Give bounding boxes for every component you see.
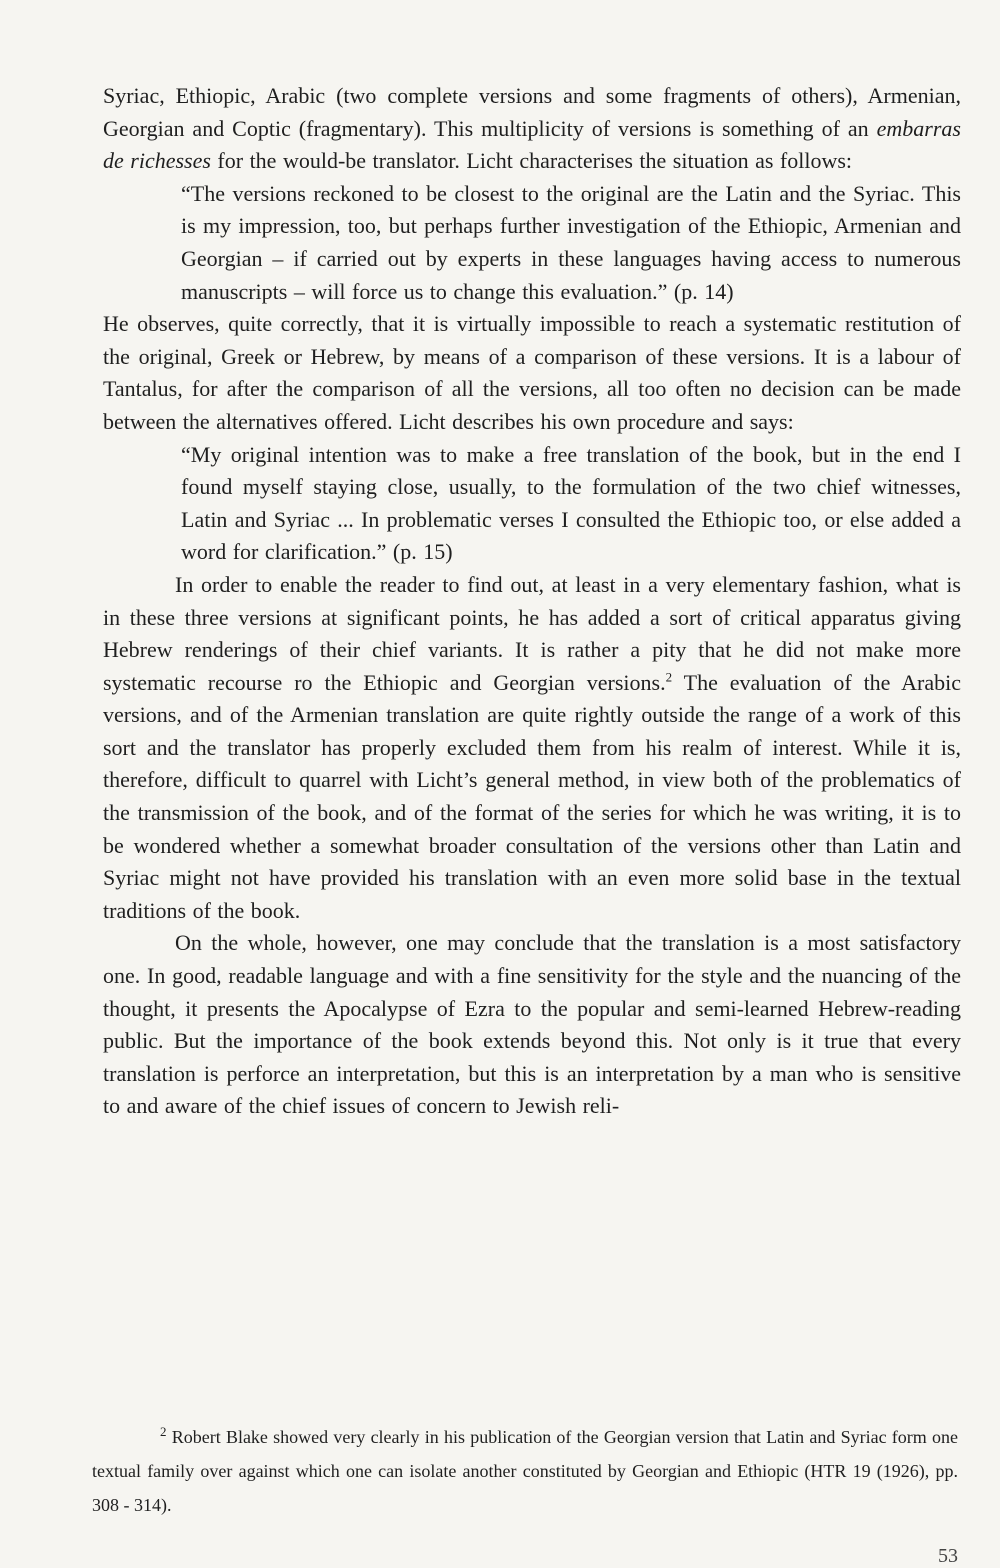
block-quote — [181, 439, 961, 569]
footnotes — [92, 1420, 958, 1522]
text-run: “The versions reckoned to be closest to the original are the Latin and the Syriac. This is my impression, too, but perhaps further investigation of the Ethiopic, Armenian and Georgian – if carried out by experts in these languages having access to numerous manuscripts – will force us to change this evaluation.” (p. 14) — [181, 180, 961, 304]
text-run: He observes, quite correctly, that it is virtually impossible to reach a systematic restitution of the original, Greek or Hebrew, by means of a comparison of these versions. It is a labour of Tantalus, for after the comparison of all the versions, all too often no decision can be made between the alternatives offered. Licht describes his own procedure and says: — [103, 311, 961, 434]
text-run: for the would-be translator. Licht characterises the situation as follows: — [210, 148, 853, 174]
footnote — [92, 1420, 958, 1522]
footnote-text: Robert Blake showed very clearly in his publication of the Georgian version that Latin and Syriac form one textual family over against which one can isolate another constituted by Georgian and Ethiopic (HTR 19 (1926), pp. 308 - 314). — [92, 1427, 958, 1515]
text-run: In order to enable the reader to find out, at least in a very elementary fashion, what is in these three versions at significant points, he has added a sort of critical apparatus giving Hebrew renderings of their chief variants. It is rather a pity that he did not make more systematic recourse ro the Ethiopic and Georgian versions. — [103, 571, 961, 695]
main-text — [103, 80, 961, 1123]
block-quote — [181, 178, 961, 308]
paragraph — [103, 927, 961, 1123]
footnote-number: 2 — [160, 1424, 167, 1439]
text-run: Syriac, Ethiopic, Arabic (two complete versions and some fragments of others), Armenian, Georgian and Coptic (fragmentary). This multiplicity of versions is something of an — [103, 83, 961, 141]
page-number: 53 — [938, 1545, 958, 1567]
text-run: On the whole, however, one may conclude that the translation is a most satisfactory one. In good, readable language and with a fine sensitivity for the style and the nuancing of the thought, it presents the Apocalypse of Ezra to the popular and semi-learned Hebrew-reading public. But the importance of the book extends beyond this. Not only is it true that every translation is perforce an interpretation, but this is an interpretation by a man who is sensitive to and aware of the chief issues of concern to Jewish reli- — [103, 930, 961, 1119]
paragraph — [103, 569, 961, 928]
footnote-marker: 2 — [665, 669, 673, 685]
text-run: “My original intention was to make a free translation of the book, but in the end I found myself staying close, usually, to the formulation of the two chief witnesses, Latin and Syriac ... In problematic verses I consulted the Ethiopic too, or else added a word for clarification.” (p. 15) — [181, 441, 961, 565]
paragraph — [103, 80, 961, 178]
text-run: The evaluation of the Arabic versions, and of the Armenian translation are quite rightly outside the range of a work of this sort and the translator has properly excluded them from his realm of interest. While it is, therefore, difficult to quarrel with Licht’s general method, in view both of the problematics of the transmission of the book, and of the format of the series for which he was writing, it is to be wondered whether a somewhat broader consultation of the versions other than Latin and Syriac might not have provided his translation with an even more solid base in the textual traditions of the book. — [103, 669, 962, 923]
italic-phrase: embarras de richesses — [103, 115, 961, 174]
paragraph — [103, 308, 961, 438]
